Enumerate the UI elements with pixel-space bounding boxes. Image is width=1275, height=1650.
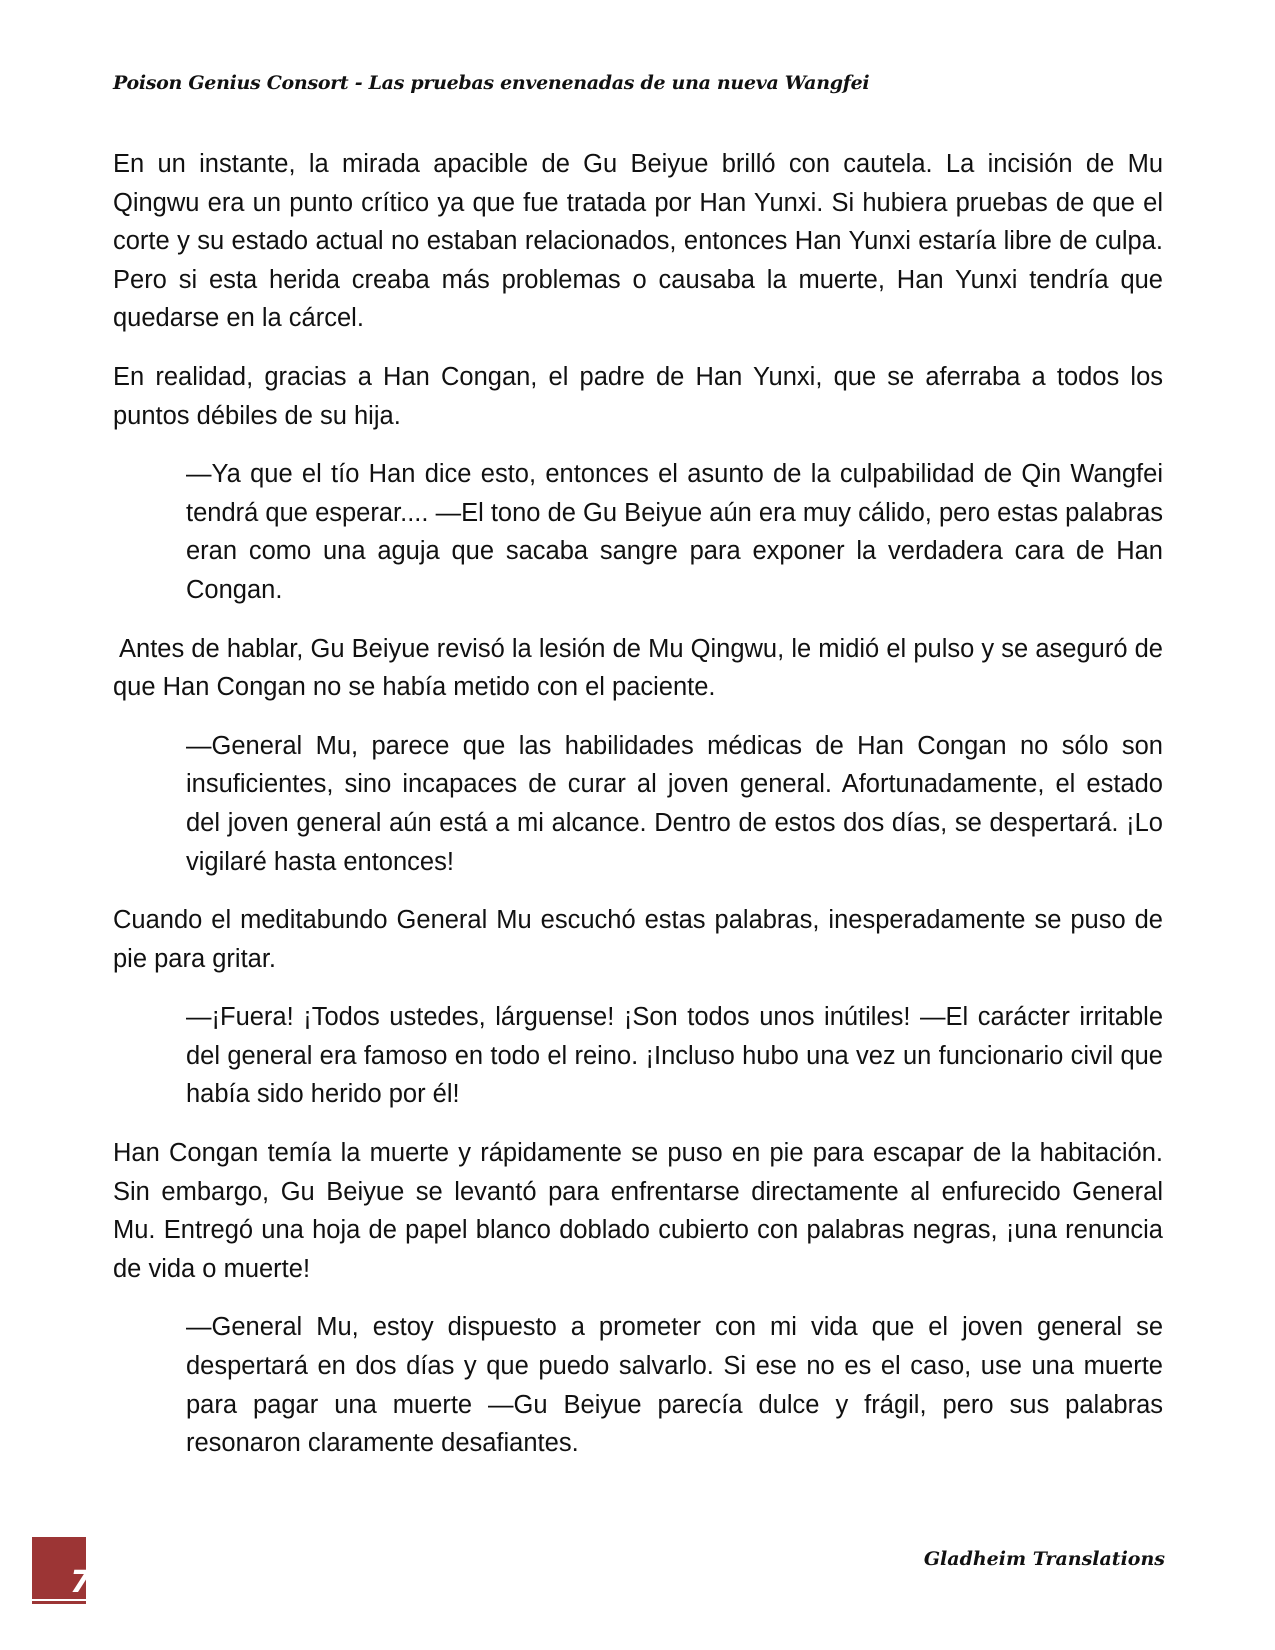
dialogue-paragraph: —¡Fuera! ¡Todos ustedes, lárguense! ¡Son todos unos inútiles! —El carácter irritable del general era famoso en todo el reino. ¡Incluso hubo una vez un funcionario civil que había sido herido por él! [186,1003,1163,1109]
paragraph: Han Congan temía la muerte y rápidamente se puso en pie para escapar de la habitación. Sin embargo, Gu Beiyue se levantó para enfrentarse directamente al enfurecido General Mu. Entregó una hoja de papel blanco doblado cubierto con palabras negras, ¡una renuncia de vida o muerte! [113,1139,1163,1283]
page-number-underline [32,1601,86,1604]
body-text [113,145,1163,1483]
page-number: 7 [70,1565,91,1600]
paragraph: Cuando el meditabundo General Mu escuchó estas palabras, inesperadamente se puso de pie para gritar. [113,906,1163,973]
paragraph: Antes de hablar, Gu Beiyue revisó la lesión de Mu Qingwu, le midió el pulso y se aseguró de que Han Congan no se había metido con el paciente. [113,634,1163,702]
dialogue-paragraph: —General Mu, estoy dispuesto a prometer con mi vida que el joven general se despertará en dos días y que puedo salvarlo. Si ese no es el caso, use una muerte para pagar una muerte —Gu Beiyue parecía dulce y frágil, pero sus palabras resonaron claramente desafiantes. [186,1313,1163,1458]
dialogue-paragraph: —General Mu, parece que las habilidades médicas de Han Congan no sólo son insuficientes, sino incapaces de curar al joven general. Afortunadamente, el estado del joven general aún está a mi alcance. Dentro de estos dos días, se despertará. ¡Lo vigilaré hasta entonces! [186,731,1163,876]
running-header: Poison Genius Consort - Las pruebas envenenadas de una nueva Wangfei [113,72,870,94]
paragraph: En realidad, gracias a Han Congan, el padre de Han Yunxi, que se aferraba a todos los puntos débiles de su hija. [113,362,1163,430]
footer-credit: Gladheim Translations [923,1548,1165,1570]
dialogue-paragraph: —Ya que el tío Han dice esto, entonces el asunto de la culpabilidad de Qin Wangfei tendrá que esperar.... —El tono de Gu Beiyue aún era muy cálido, pero estas palabras eran como una aguja que sacaba sangre para exponer la verdadera cara de Han Congan. [186,460,1163,604]
paragraph: En un instante, la mirada apacible de Gu Beiyue brilló con cautela. La incisión de Mu Qingwu era un punto crítico ya que fue tratada por Han Yunxi. Si hubiera pruebas de que el corte y su estado actual no estaban relacionados, entonces Han Yunxi estaría libre de culpa. Pero si esta herida creaba más problemas o causaba la muerte, Han Yunxi tendría que quedarse en la cárcel. [113,150,1163,333]
